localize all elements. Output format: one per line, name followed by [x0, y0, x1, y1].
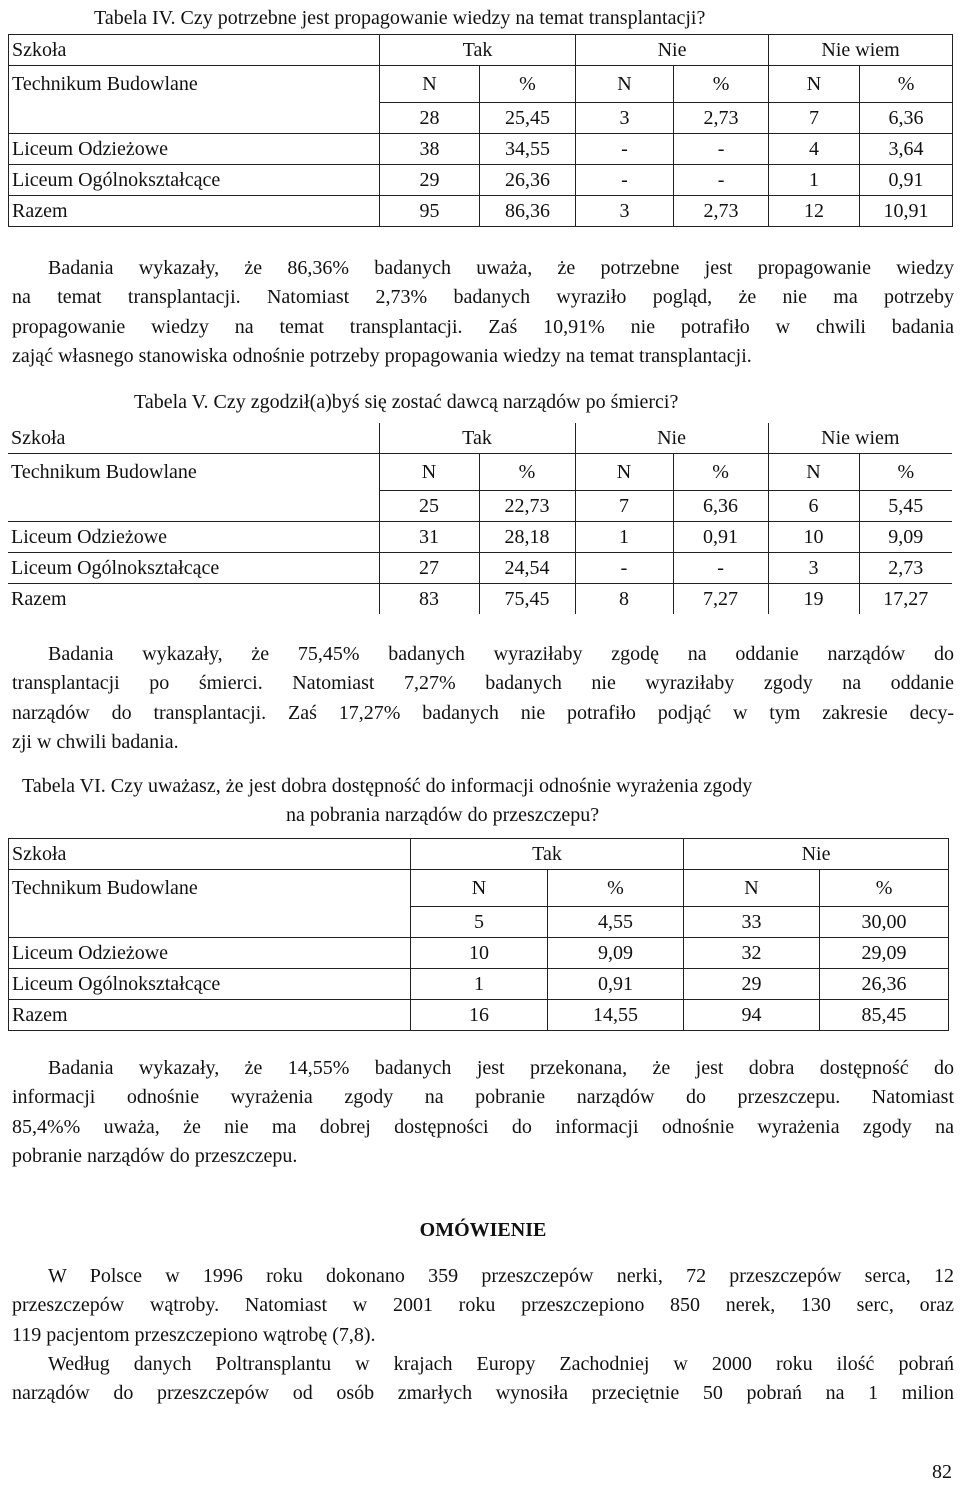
table-row: [8, 552, 952, 583]
paragraph-discussion-1: [12, 1262, 954, 1350]
table-cell-school: Liceum Ogólnokształcące: [9, 968, 411, 999]
table-row: [9, 164, 953, 195]
table-cell: 75,45: [479, 583, 575, 614]
page-number: 82: [932, 1461, 952, 1483]
subheader-cell: %: [859, 454, 952, 491]
table-cell: 19: [768, 583, 859, 614]
text-line: transplantacji po śmierci. Natomiast 7,27% badanych nie wyraziłaby zgody na oddanie: [12, 672, 954, 695]
table-cell: 83: [379, 583, 479, 614]
table-header-row: [9, 839, 949, 870]
table-cell: 4,55: [548, 906, 684, 937]
subheader-cell: N: [380, 66, 480, 103]
subheader-cell: N: [379, 454, 479, 491]
table-cell: 28: [380, 102, 480, 133]
subheader-cell: N: [768, 454, 859, 491]
header-school: Szkoła: [8, 423, 379, 454]
header-school: Szkoła: [9, 35, 380, 66]
subheader-cell: N: [576, 66, 674, 103]
table6: [8, 838, 949, 1031]
table4-caption: Tabela IV. Czy potrzebne jest propagowanie wiedzy na temat transplantacji?: [94, 7, 706, 29]
table-cell: -: [674, 133, 769, 164]
table-cell: 3: [768, 552, 859, 583]
table-cell: 31: [379, 521, 479, 552]
table-row: [9, 195, 953, 226]
table-cell: -: [576, 133, 674, 164]
table-cell: 17,27: [859, 583, 952, 614]
table-cell: 94: [684, 999, 820, 1030]
subheader-cell: %: [548, 870, 684, 907]
header-nie-wiem: Nie wiem: [769, 35, 953, 66]
table-cell-school: Razem: [8, 583, 379, 614]
table-cell: 6,36: [673, 490, 768, 521]
table-cell: 7,27: [673, 583, 768, 614]
table-cell: 14,55: [548, 999, 684, 1030]
table-cell-school: Razem: [9, 195, 380, 226]
table-row: [9, 968, 949, 999]
table-row: [8, 583, 952, 614]
table-cell: -: [576, 164, 674, 195]
text-line: 85,4%% uważa, że nie ma dobrej dostępności do informacji odnośnie wyrażenia zgody na: [12, 1115, 954, 1138]
text-line: Badania wykazały, że 86,36% badanych uważa, że potrzebne jest propagowanie wiedzy: [48, 257, 954, 279]
table-cell: 25: [379, 490, 479, 521]
text-line: narządów do przeszczepów od osób zmarłych wynosiła przeciętnie 50 pobrań na 1 milion: [12, 1382, 954, 1405]
table-cell: 1: [575, 521, 673, 552]
table-cell: -: [575, 552, 673, 583]
table-cell: 4: [769, 133, 860, 164]
table-row: [9, 937, 949, 968]
text-line: Badania wykazały, że 14,55% badanych jest przekonana, że jest dobra dostępność do: [48, 1057, 954, 1079]
table-cell: 2,73: [859, 552, 952, 583]
section-heading: OMÓWIENIE: [419, 1219, 547, 1241]
text-line: Według danych Poltransplantu w krajach Europy Zachodniej w 2000 roku ilość pobrań: [48, 1353, 954, 1375]
table-cell: 6,36: [860, 102, 953, 133]
table-cell-school: Razem: [9, 999, 411, 1030]
table-cell-school: [9, 102, 380, 133]
table-cell: 9,09: [548, 937, 684, 968]
table-cell: 38: [380, 133, 480, 164]
table-cell: 10: [768, 521, 859, 552]
table-cell: 26,36: [480, 164, 576, 195]
text-line: W Polsce w 1996 roku dokonano 359 przeszczepów nerki, 72 przeszczepów serca, 12: [48, 1265, 954, 1287]
text-line: zji w chwili badania.: [12, 730, 179, 753]
table-cell: 33: [684, 906, 820, 937]
table-header-row: [9, 35, 953, 66]
table-cell: 5: [411, 906, 548, 937]
paragraph-table5-summary: [12, 640, 954, 757]
subheader-cell: %: [480, 66, 576, 103]
table-cell: 2,73: [674, 102, 769, 133]
table-cell-school: Technikum Budowlane: [8, 454, 379, 491]
table-cell: 1: [411, 968, 548, 999]
table-cell-school: Liceum Odzieżowe: [8, 521, 379, 552]
table-cell-school: Technikum Budowlane: [9, 870, 411, 907]
table-cell-school: Liceum Ogólnokształcące: [9, 164, 380, 195]
table-cell: 29: [380, 164, 480, 195]
table-row: [9, 102, 953, 133]
table-cell-school: [9, 906, 411, 937]
table-subheader-row: [9, 870, 949, 907]
table-cell: 3: [576, 195, 674, 226]
table-cell: -: [674, 164, 769, 195]
table6-caption-line1: Tabela VI. Czy uważasz, że jest dobra dostępność do informacji odnośnie wyrażenia zgody: [22, 775, 753, 797]
table-cell: 5,45: [859, 490, 952, 521]
table-cell-school: Liceum Odzieżowe: [9, 133, 380, 164]
text-line: informacji odnośnie wyrażenia zgody na pobranie narządów do przeszczepu. Natomiast: [12, 1086, 954, 1109]
table-cell: -: [673, 552, 768, 583]
table-subheader-row: [8, 454, 952, 491]
header-nie-wiem: Nie wiem: [768, 423, 952, 454]
text-line: zająć własnego stanowiska odnośnie potrzeby propagowania wiedzy na temat transplantacji.: [12, 344, 752, 367]
paragraph-table4-summary: [12, 254, 954, 371]
table-cell: 10: [411, 937, 548, 968]
table-cell: 22,73: [479, 490, 575, 521]
subheader-cell: %: [479, 454, 575, 491]
table-cell: 0,91: [673, 521, 768, 552]
table-row: [9, 133, 953, 164]
table-row: [9, 906, 949, 937]
subheader-cell: N: [411, 870, 548, 907]
table-cell: 24,54: [479, 552, 575, 583]
table-cell: 7: [575, 490, 673, 521]
table-cell-school: Liceum Ogólnokształcące: [8, 552, 379, 583]
table-cell-school: Technikum Budowlane: [9, 66, 380, 103]
paragraph-table6-summary: [12, 1054, 954, 1171]
table-cell: 28,18: [479, 521, 575, 552]
table-cell: 34,55: [480, 133, 576, 164]
paragraph-discussion-2: [12, 1350, 954, 1409]
table-cell: 29: [684, 968, 820, 999]
header-tak: Tak: [380, 35, 576, 66]
table-cell: 10,91: [860, 195, 953, 226]
header-nie: Nie: [576, 35, 769, 66]
table-cell: 3,64: [860, 133, 953, 164]
table-cell: 12: [769, 195, 860, 226]
header-nie: Nie: [575, 423, 768, 454]
table-cell: 25,45: [480, 102, 576, 133]
subheader-cell: N: [575, 454, 673, 491]
table-cell: 85,45: [820, 999, 949, 1030]
table-cell: 95: [380, 195, 480, 226]
subheader-cell: %: [673, 454, 768, 491]
table-cell: 86,36: [480, 195, 576, 226]
table-cell: 6: [768, 490, 859, 521]
header-nie: Nie: [684, 839, 949, 870]
header-tak: Tak: [411, 839, 684, 870]
text-line: przeszczepów wątroby. Natomiast w 2001 roku przeszczepiono 850 nerek, 130 serc, oraz: [12, 1294, 954, 1317]
table-cell: 2,73: [674, 195, 769, 226]
table-cell-school: [8, 490, 379, 521]
table-cell: 27: [379, 552, 479, 583]
header-school: Szkoła: [9, 839, 411, 870]
text-line: na temat transplantacji. Natomiast 2,73% badanych wyraziło pogląd, że nie ma potrzeby: [12, 286, 954, 309]
table-cell: 3: [576, 102, 674, 133]
table-cell: 29,09: [820, 937, 949, 968]
table-row: [8, 521, 952, 552]
table-cell: 0,91: [860, 164, 953, 195]
table5-caption: Tabela V. Czy zgodził(a)byś się zostać dawcą narządów po śmierci?: [134, 391, 679, 413]
header-tak: Tak: [379, 423, 575, 454]
text-line: 119 pacjentom przeszczepiono wątrobę (7,8).: [12, 1323, 376, 1346]
table-subheader-row: [9, 66, 953, 103]
subheader-cell: %: [820, 870, 949, 907]
subheader-cell: %: [860, 66, 953, 103]
table-cell: 26,36: [820, 968, 949, 999]
table-cell: 8: [575, 583, 673, 614]
subheader-cell: %: [674, 66, 769, 103]
text-line: narządów do transplantacji. Zaś 17,27% badanych nie potrafiło podjąć w tym zakresie decy-: [12, 701, 954, 724]
text-line: pobranie narządów do przeszczepu.: [12, 1144, 298, 1167]
text-line: propagowanie wiedzy na temat transplantacji. Zaś 10,91% nie potrafiło w chwili badania: [12, 315, 954, 338]
table6-caption-line2: na pobrania narządów do przeszczepu?: [286, 804, 600, 826]
table5: [8, 423, 952, 614]
table-row: [8, 490, 952, 521]
table-cell: 0,91: [548, 968, 684, 999]
subheader-cell: N: [769, 66, 860, 103]
subheader-cell: N: [684, 870, 820, 907]
table-cell: 1: [769, 164, 860, 195]
table-cell: 9,09: [859, 521, 952, 552]
table-cell: 30,00: [820, 906, 949, 937]
text-line: Badania wykazały, że 75,45% badanych wyraziłaby zgodę na oddanie narządów do: [48, 643, 954, 665]
table-cell: 16: [411, 999, 548, 1030]
table-cell-school: Liceum Odzieżowe: [9, 937, 411, 968]
table-cell: 7: [769, 102, 860, 133]
table4: [8, 34, 953, 227]
table-row: [9, 999, 949, 1030]
table-header-row: [8, 423, 952, 454]
table-cell: 32: [684, 937, 820, 968]
